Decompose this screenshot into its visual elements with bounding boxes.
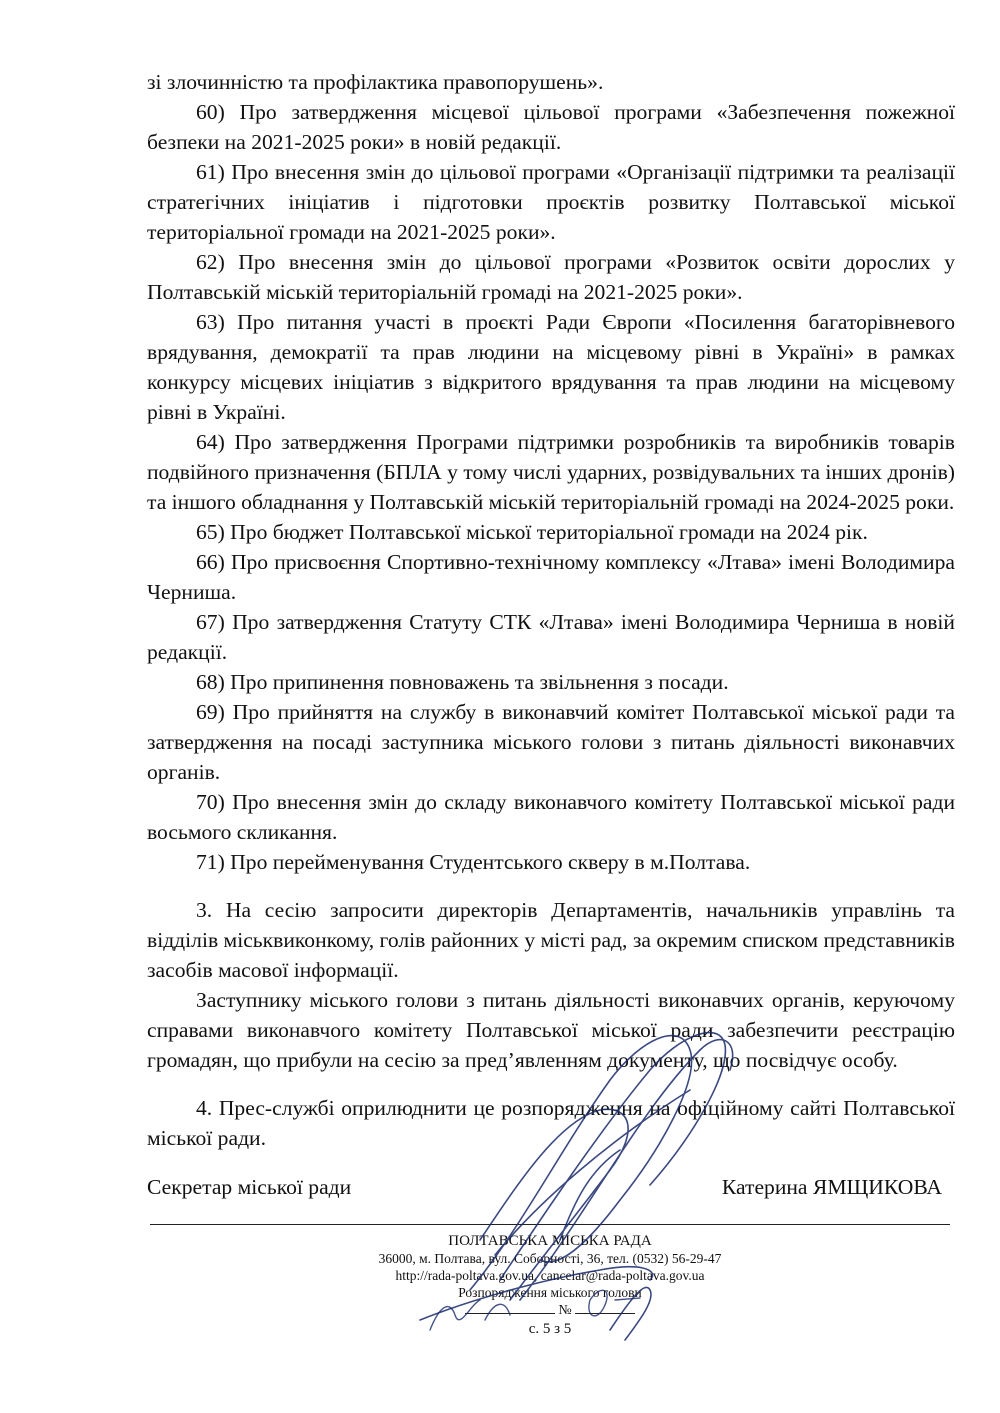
paragraph: 4. Прес-службі оприлюднити це розпорядження на офіційному сайті Полтавської міської ради. [147,1096,955,1150]
number-blank [575,1301,635,1314]
paragraph: зі злочинністю та профілактика правопорушень». [147,70,604,94]
paragraph: 69) Про прийняття на службу в виконавчий комітет Полтавської міської ради та затвердження на посаді заступника міського голови з питань діяльності виконавчих органів. [147,700,955,784]
paragraph: 71) Про перейменування Студентського скверу в м.Полтава. [196,850,751,874]
signatory-name: Катерина ЯМЩИКОВА [721,1175,942,1199]
footer-contacts: http://rada-poltava.gov.ua, cancelar@rada-poltava.gov.ua [395,1268,705,1283]
paragraph: 60) Про затвердження місцевої цільової програми «Забезпечення пожежної безпеки на 2021-2025 роки» в новій редакції. [147,100,955,154]
paragraph: 67) Про затвердження Статуту СТК «Лтава» імені Володимира Черниша в новій редакції. [147,610,955,664]
paragraph: 61) Про внесення змін до цільової програми «Організації підтримки та реалізації стратегічних ініціатив і підготовки проєктів розвитку Полтавської міської територіальної громади на 2021-2025 роки». [147,160,955,244]
document-body [147,67,955,1153]
signatory-position: Секретар міської ради [147,1175,352,1199]
footer-address: 36000, м. Полтава, вул. Соборності, 36, тел. (0532) 56-29-47 [378,1251,722,1266]
paragraph: 62) Про внесення змін до цільової програми «Розвиток освіти дорослих у Полтавській міській територіальній громаді на 2021-2025 роки». [147,250,955,304]
footer-date-number-line [150,1301,950,1319]
paragraph: 70) Про внесення змін до складу виконавчого комітету Полтавської міської ради восьмого скликання. [147,790,955,844]
paragraph: 68) Про припинення повноважень та звільнення з посади. [196,670,729,694]
footer-org-name: ПОЛТАВСЬКА МІСЬКА РАДА [448,1233,652,1249]
paragraph: 64) Про затвердження Програми підтримки розробників та виробників товарів подвійного призначення (БПЛА у тому числі ударних, розвідувальних та інших дронів) та іншого обладнання у Полтавській міській територіальній громаді на 2024-2025 роки. [147,430,955,514]
paragraph: 65) Про бюджет Полтавської міської територіальної громади на 2024 рік. [196,520,868,544]
signature-block [147,1172,942,1202]
paragraph: 63) Про питання участі в проєкті Ради Європи «Посилення багаторівневого врядування, демократії та прав людини на місцевому рівні в Україні» в рамках конкурсу місцевих ініціатив з відкритого врядування та прав людини на місцевому рівні в Україні. [147,310,955,424]
page-number: с. 5 з 5 [528,1321,572,1337]
document-footer [150,1232,950,1338]
footer-doc-type: Розпорядження міського голови [458,1285,642,1300]
date-blank [465,1301,555,1314]
paragraph: 66) Про присвоєння Спортивно-технічному комплексу «Лтава» імені Володимира Черниша. [147,550,955,604]
paragraph: 3. На сесію запросити директорів Департаментів, начальників управлінь та відділів міськвиконкому, голів районних у місті рад, за окремим списком представників засобів масової інформації. [147,898,955,982]
paragraph: Заступнику міського голови з питань діяльності виконавчих органів, керуючому справами виконавчого комітету Полтавської міської ради забезпечити реєстрацію громадян, що прибули на сесію за пред’явленням документу, що посвідчує особу. [147,988,955,1072]
number-sign: № [558,1303,572,1318]
footer-divider [150,1224,950,1225]
